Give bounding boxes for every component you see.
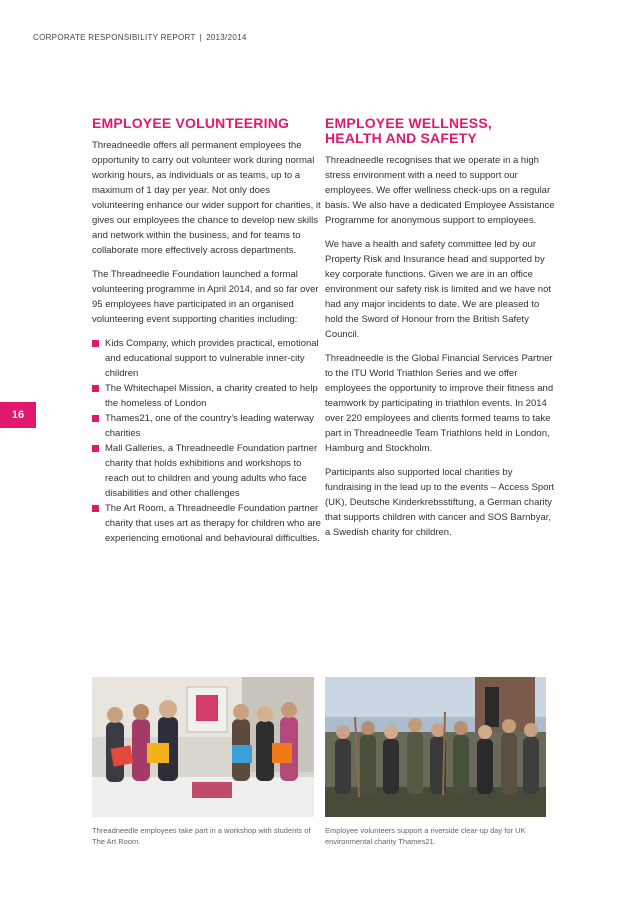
wellness-paragraph-2: We have a health and safety committee led by our Property Risk and Insurance head and supported by key corporate functions. Given we are in an office environment our safety risk is limited and we have not had any major incidents to date. We are pleased to hold the Sword of Honour from the British Safety Council.	[325, 239, 551, 340]
bullet-square-icon	[92, 415, 99, 422]
wellness-heading	[325, 116, 555, 146]
charity-list-item	[92, 411, 322, 441]
bullet-square-icon	[92, 505, 99, 512]
wellness-section	[325, 116, 555, 549]
charity-list-item	[92, 441, 322, 501]
riverside-clearup-photo	[325, 677, 546, 817]
charity-text: Kids Company, which provides practical, emotional and educational support to vulnerable inner-city children	[105, 338, 319, 379]
page-number: 16	[11, 409, 25, 421]
volunteering-paragraph-2: The Threadneedle Foundation launched a formal volunteering programme in April 2014, and so far over 95 employees have participated in an organised volunteering event supporting charities including:	[92, 269, 319, 325]
charity-text: The Whitechapel Mission, a charity created to help the homeless of London	[105, 383, 318, 409]
wellness-paragraph-3: Threadneedle is the Global Financial Services Partner to the ITU World Triathlon Series and we offer employees the opportunity to improve their fitness and teamwork by participating in triathlon events. In 2014 over 220 employees and clients formed teams to take part in Threadneedle Team Triathlons held in London, Hamburg and Stockholm.	[325, 353, 554, 454]
charity-text: Mall Galleries, a Threadneedle Foundation partner charity that holds exhibitions and workshops to reach out to children and young adults who face disabilities and other challenges	[105, 443, 318, 499]
charity-list-item	[92, 501, 322, 546]
bullet-square-icon	[92, 340, 99, 347]
wellness-paragraph-1: Threadneedle recognises that we operate in a high stress environment with a need to support our employees. We offer wellness check-ups on a regular basis. We also have a dedicated Employee Assistance Programme for anonymous support to employees.	[325, 155, 555, 226]
bullet-square-icon	[92, 445, 99, 452]
page-number-tab	[0, 402, 36, 428]
volunteering-paragraph-1: Threadneedle offers all permanent employees the opportunity to carry out volunteer work during normal working hours, as individuals or as teams, up to a maximum of 1 day per year. Not only does volunteering enhance our wider support for charities, it gives our employees the chance to develop new skills and network within the business, and for teams to collaborate more effectively across departments.	[92, 140, 321, 256]
header-separator: |	[199, 33, 203, 42]
volunteering-heading: EMPLOYEE VOLUNTEERING	[92, 115, 290, 131]
wellness-heading-line-1: EMPLOYEE WELLNESS,	[325, 115, 492, 131]
wellness-paragraph-4: Participants also supported local charities by fundraising in the lead up to the events – Access Sport (UK), Deutsche Kinderkrebsstiftung, a German charity that supports children with cancer and SOS Barnbyar, a Swedish charity for children.	[325, 467, 555, 538]
wellness-heading-line-2: HEALTH AND SAFETY	[325, 130, 477, 146]
charity-list-item	[92, 381, 322, 411]
bullet-square-icon	[92, 385, 99, 392]
charity-list	[92, 336, 322, 546]
volunteering-section	[92, 116, 322, 546]
report-header	[33, 33, 247, 42]
charity-text: Thames21, one of the country’s leading waterway charities	[105, 413, 314, 439]
report-title: CORPORATE RESPONSIBILITY REPORT	[33, 33, 196, 42]
charity-text: The Art Room, a Threadneedle Foundation partner charity that uses art as therapy for children who are experiencing emotional and behavioural difficulties.	[105, 503, 321, 544]
photo-caption-left: Threadneedle employees take part in a workshop with students of The Art Room.	[92, 826, 311, 846]
charity-list-item	[92, 336, 322, 381]
art-room-workshop-photo	[92, 677, 314, 817]
report-year: 2013/2014	[206, 33, 247, 42]
photo-caption-right: Employee volunteers support a riverside clear-up day for UK environmental charity Thames21.	[325, 826, 526, 846]
